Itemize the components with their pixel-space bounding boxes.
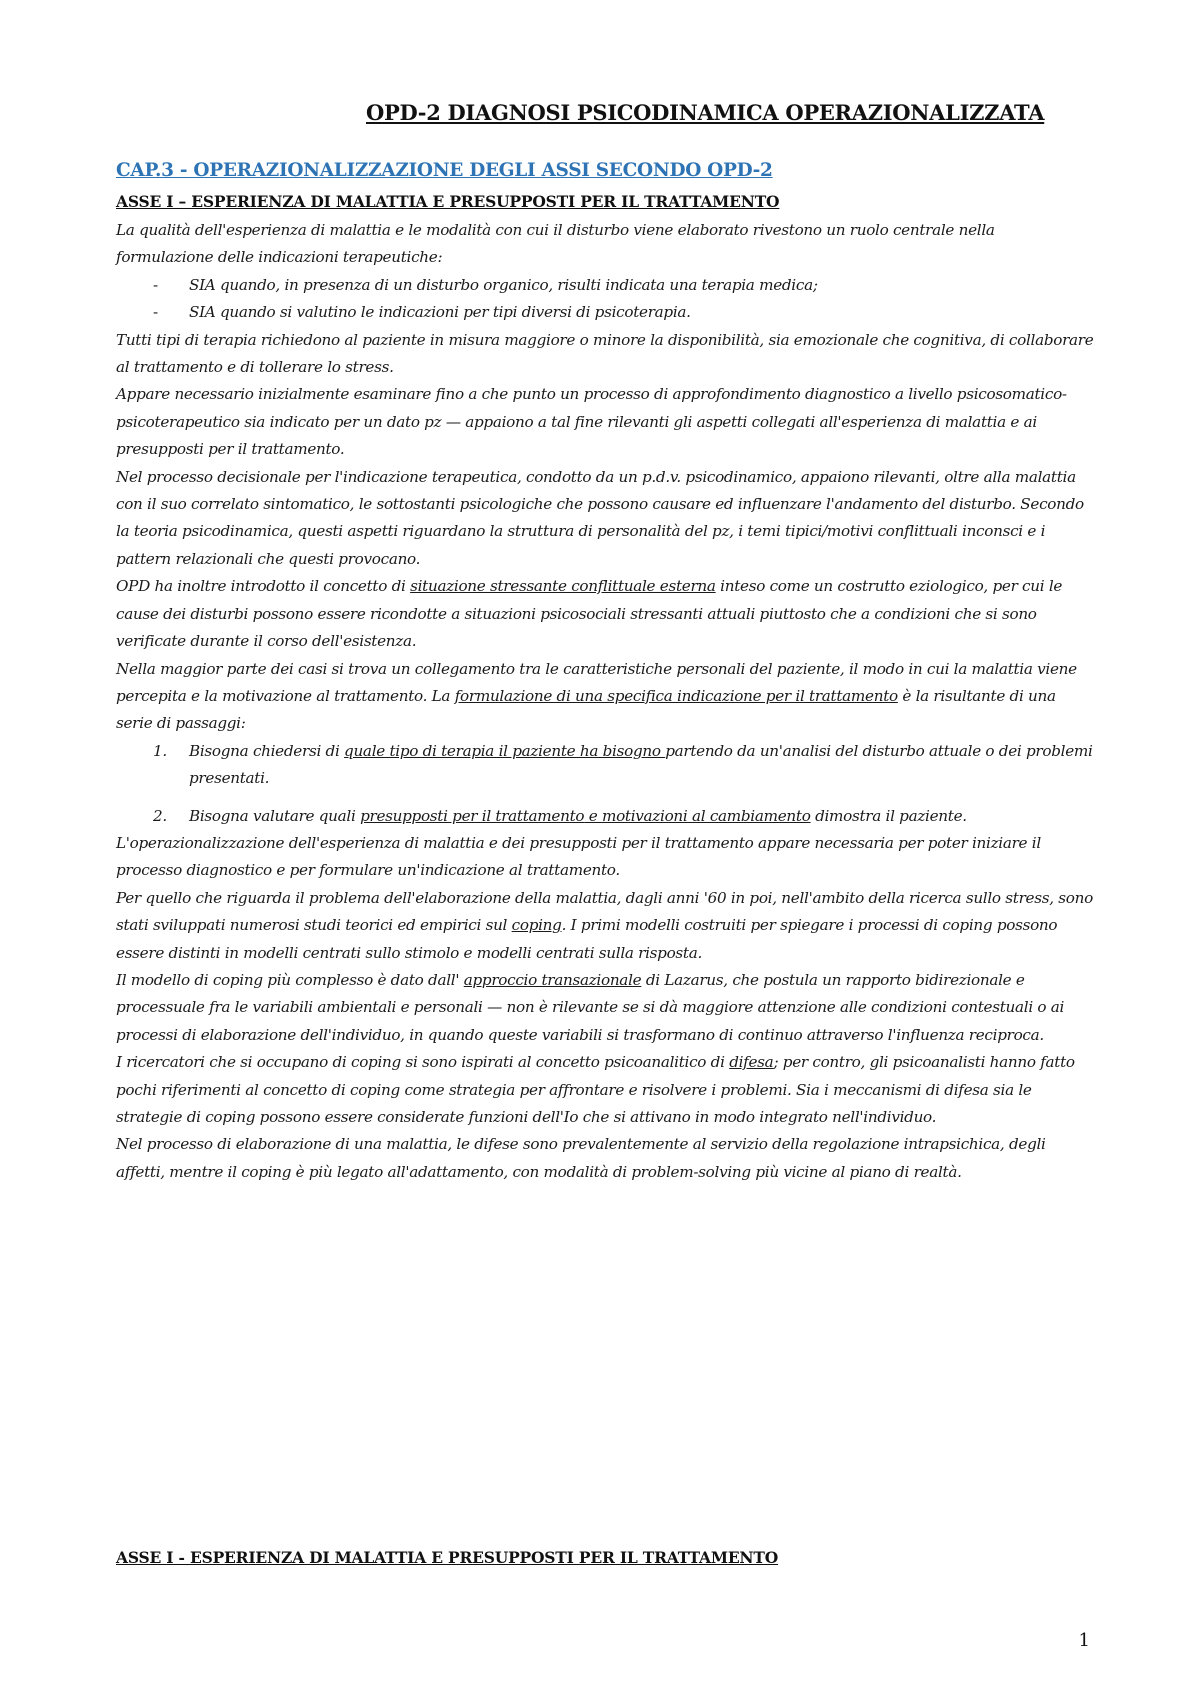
page-number: 1 <box>1078 1630 1090 1651</box>
list-item: - SIA quando si valutino le indicazioni per tipi diversi di psicoterapia. <box>116 299 1096 326</box>
list-item: - SIA quando, in presenza di un disturbo organico, risulti indicata una terapia medica; <box>116 272 1096 299</box>
numbered-list <box>116 738 1096 830</box>
text-run: Nella maggior parte dei casi si trova un collegamento tra le caratteristiche personali del paziente, il modo in cui la malattia viene percepita e la motivazione al trattamento. La <box>116 659 1077 705</box>
text-run: ; per contro, gli psicoanalisti hanno fatto pochi riferimenti al concetto di coping come strategia per affrontare e risolvere i problemi. Sia i meccanismi di difesa sia le strategie di coping possono essere considerate funzioni dell'Io che si attivano in modo integrato nell'individuo. <box>116 1053 1075 1126</box>
text-run: Bisogna valutare quali <box>189 806 361 825</box>
text-run: I ricercatori che si occupano di coping si sono ispirati al concetto psicoanalitico di <box>116 1053 730 1072</box>
paragraph <box>116 967 1096 1049</box>
text-run: di Lazarus, che postula un rapporto bidirezionale e processuale fra le variabili ambientali e personali — non è rilevante se si dà maggiore attenzione alle condizioni contestuali o ai processi di elaborazione dell'individuo, in quando queste variabili si trasformano di continuo attraverso l'influenza reciproca. <box>116 970 1065 1044</box>
text-run: dimostra il paziente. <box>810 806 967 825</box>
document-title: OPD-2 DIAGNOSI PSICODINAMICA OPERAZIONALIZZATA <box>366 100 1045 125</box>
underlined-term: quale tipo di terapia il paziente ha bisogno <box>344 741 666 760</box>
chapter-heading: CAP.3 - OPERAZIONALIZZAZIONE DEGLI ASSI SECONDO OPD-2 <box>116 160 773 181</box>
body-text <box>116 217 1096 1186</box>
paragraph: Nel processo decisionale per l'indicazione terapeutica, condotto da un p.d.v. psicodinamico, appaiono rilevanti, oltre alla malattia con il suo correlato sintomatico, le sottostanti psicologiche che possono causare ed influenzare l'andamento del disturbo. Secondo la teoria psicodinamica, questi aspetti riguardano la struttura di personalità del pz, i temi tipici/motivi conflittuali inconsci e i pattern relazionali che questi provocano. <box>116 467 1084 568</box>
underlined-term: approccio transazionale <box>463 970 642 989</box>
text-run: Il modello di coping più complesso è dato dall' <box>116 970 464 989</box>
underlined-term: formulazione di una specifica indicazione per il trattamento <box>454 686 898 705</box>
bullet-list <box>116 272 1096 327</box>
underlined-term: coping <box>511 916 562 935</box>
paragraph <box>116 885 1096 967</box>
text-run: Bisogna chiedersi di <box>189 741 345 760</box>
underlined-term: difesa <box>729 1053 774 1072</box>
underlined-term: e <box>584 806 602 825</box>
list-item <box>116 803 1096 830</box>
section-heading: ASSE I - ESPERIENZA DI MALATTIA E PRESUPPOSTI PER IL TRATTAMENTO <box>116 1548 779 1567</box>
paragraph <box>116 656 1096 738</box>
paragraph: Tutti tipi di terapia richiedono al paziente in misura maggiore o minore la disponibilità, sia emozionale che cognitiva, di collaborare al trattamento e di tollerare lo stress. <box>116 330 1094 377</box>
text-run: . I primi modelli costruiti per spiegare i processi di coping possono essere distinti in modelli centrati sullo stimolo e modelli centrati sulla risposta. <box>116 916 1058 962</box>
paragraph <box>116 573 1096 655</box>
underlined-term: presupposti per il trattamento <box>360 806 585 825</box>
text-run: Per quello che riguarda il problema dell'elaborazione della malattia, dagli anni '60 in poi, nell'ambito della ricerca sullo stress, sono stati sviluppati numerosi studi teorici ed empirici sul <box>116 888 1093 935</box>
paragraph <box>116 1049 1096 1131</box>
underlined-term: situazione stressante conflittuale esterna <box>410 577 716 596</box>
underlined-term: motivazioni al cambiamento <box>601 806 811 825</box>
section-heading: ASSE I – ESPERIENZA DI MALATTIA E PRESUPPOSTI PER IL TRATTAMENTO <box>116 192 780 211</box>
text-run: OPD ha inoltre introdotto il concetto di <box>116 577 411 596</box>
paragraph: L'operazionalizzazione dell'esperienza di malattia e dei presupposti per il trattamento appare necessaria per poter iniziare il processo diagnostico e per formulare un'indicazione al trattamento. <box>116 833 1041 880</box>
list-item <box>116 738 1096 793</box>
paragraph: Nel processo di elaborazione di una malattia, le difese sono prevalentemente al servizio della regolazione intrapsichica, degli affetti, mentre il coping è più legato all'adattamento, con modalità di problem-solving più vicine al piano di realtà. <box>116 1135 1046 1181</box>
paragraph: Appare necessario inizialmente esaminare fino a che punto un processo di approfondimento diagnostico a livello psicosomatico-psicoterapeutico sia indicato per un dato pz — appaiono a tal fine rilevanti gli aspetti collegati all'esperienza di malattia e ai presupposti per il trattamento. <box>116 385 1067 459</box>
list-number: 1. <box>153 741 167 760</box>
text-run: partendo da un'analisi del disturbo attuale o dei problemi presentati. <box>189 741 1093 788</box>
text-run: inteso come un costrutto eziologico, per cui le cause dei disturbi possono essere ricondotte a situazioni psicosociali stressanti attuali piuttosto che a condizioni che si sono verificate durante il corso dell'esistenza. <box>116 577 1063 651</box>
list-number: 2. <box>153 806 167 825</box>
text-run: è la risultante di una serie di passaggi: <box>116 686 1056 733</box>
paragraph: La qualità dell'esperienza di malattia e le modalità con cui il disturbo viene elaborato rivestono un ruolo centrale nella formulazione delle indicazioni terapeutiche: <box>116 221 995 267</box>
